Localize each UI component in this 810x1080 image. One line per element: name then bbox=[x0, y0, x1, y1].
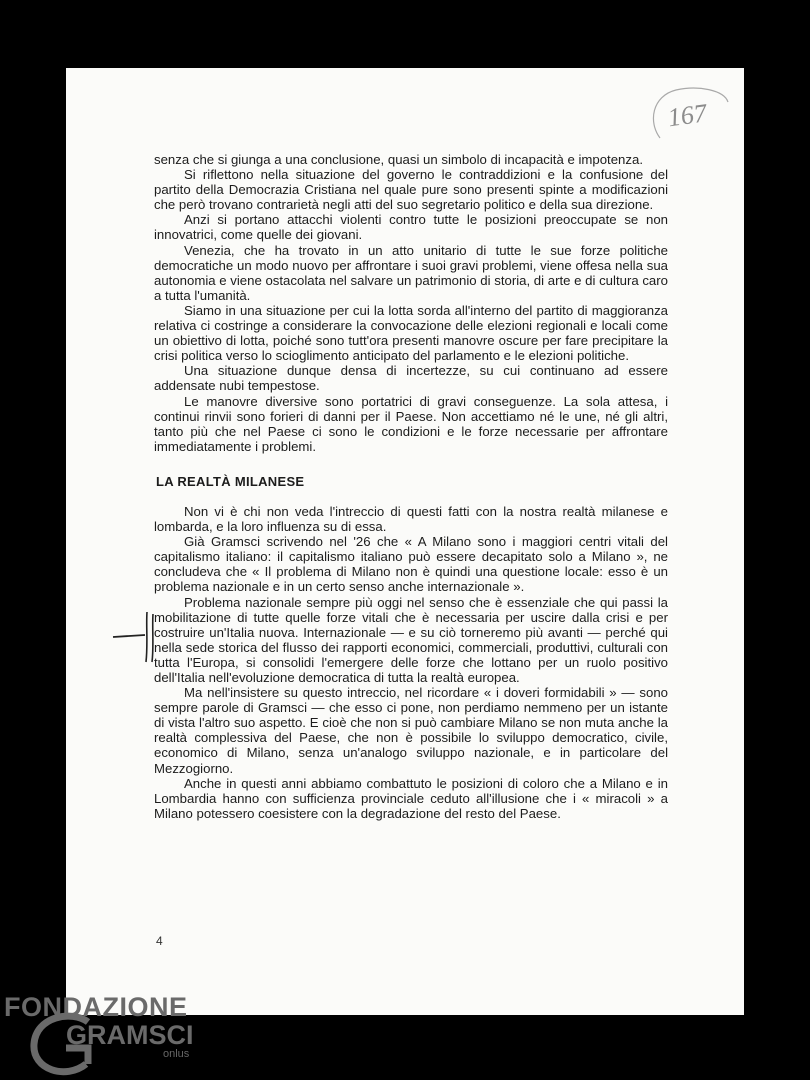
document-page bbox=[66, 68, 744, 1015]
paragraph: Le manovre diversive sono portatrici di gravi conseguenze. La sola attesa, i continui rinvii sono forieri di danni per il Paese. Non accettiamo né le une, né gli altri, tanto più che nel Paese ci sono le condizioni e le forze necessarie per affrontare immediatamente i problemi. bbox=[154, 393, 668, 454]
section-heading: LA REALTÀ MILANESE bbox=[156, 473, 305, 489]
paragraph: Si riflettono nella situazione del governo le contraddizioni e la confusione del partito della Democrazia Cristiana nel quale pure sono presenti spinte a modificazioni che però trovano contrarietà negli atti del suo segretario politico e della sua direzione. bbox=[154, 167, 668, 213]
handwritten-margin-mark bbox=[111, 604, 161, 669]
paragraph: Venezia, che ha trovato in un atto unitario di tutte le sue forze politiche democratiche un modo nuovo per affrontare i suoi gravi problemi, viene offesa nella sua autonomia e viene ostacolata nel salvare un patrimonio di storia, di arte e di cultura caro a tutta l'umanità. bbox=[154, 242, 668, 303]
fondazione-gramsci-watermark bbox=[0, 990, 220, 1080]
watermark-line-3: onlus bbox=[163, 1048, 190, 1060]
watermark-line-2: GRAMSCI bbox=[66, 1020, 194, 1050]
paragraph: Una situazione dunque densa di incertezze, su cui continuano ad essere addensate nubi tempestose. bbox=[154, 363, 668, 394]
document-body bbox=[154, 152, 668, 821]
watermark-line-1: FONDAZIONE bbox=[4, 992, 188, 1022]
paragraph: Già Gramsci scrivendo nel '26 che « A Milano sono i maggiori centri vitali del capitalismo italiano: il capitalismo italiano può essere decapitato solo a Milano », ne concludeva che « Il problema di Milano non è quindi una questione locale: esso è un problema nazionale e in un certo senso anche internazionale ». bbox=[154, 534, 668, 595]
svg-text:167: 167 bbox=[665, 98, 709, 133]
paragraph: Anche in questi anni abbiamo combattuto le posizioni di coloro che a Milano e in Lombardia hanno con sufficienza provinciale ceduto all'illusione che i « miracoli » a Milano potessero coesistere con la degradazione del resto del Paese. bbox=[154, 775, 668, 821]
paragraph: Non vi è chi non veda l'intreccio di questi fatti con la nostra realtà milanese e lombarda, e la loro influenza su di essa. bbox=[154, 503, 668, 535]
paragraph: Anzi si portano attacchi violenti contro tutte le posizioni preoccupate se non innovatrici, come quelle dei giovani. bbox=[154, 212, 668, 243]
paragraph: Problema nazionale sempre più oggi nel senso che è essenziale che qui passi la mobilitazione di tutte quelle forze vitali che è necessaria per uscire dalla crisi e per costruire un'Italia nuova. Internazionale — e su ciò torneremo più avanti — perché qui nella sede storica del flusso dei rapporti economici, commerciali, produttivi, culturali con tutta l'Europa, si consolidi l'emergere delle forze che lottano per un ruolo positivo dell'Italia nell'evoluzione democratica di tutta la realtà europea. bbox=[154, 594, 668, 685]
paragraph: Ma nell'insistere su questo intreccio, nel ricordare « i doveri formidabili » — sono sempre parole di Gramsci — che esso ci pone, non perdiamo nemmeno per un istante di vista l'altro suo aspetto. E cioè che non si può cambiare Milano se non muta anche la realtà complessiva del Paese, che non è possibile lo sviluppo democratico, civile, economico di Milano, senza un'analogo sviluppo nazionale, e in particolare del Mezzogiorno. bbox=[154, 685, 668, 776]
page-number: 4 bbox=[156, 934, 163, 948]
paragraph: Siamo in una situazione per cui la lotta sorda all'interno del partito di maggioranza relativa ci costringe a considerare la convocazione delle elezioni regionali e locali come un obiettivo di lotta, poiché sono tutt'ora presenti manovre oscure per fare precipitare la crisi politica verso lo scioglimento anticipato del parlamento e le elezioni politiche. bbox=[154, 302, 668, 364]
archive-stamp bbox=[646, 82, 736, 157]
paragraph: senza che si giunga a una conclusione, quasi un simbolo di incapacità e impotenza. bbox=[154, 152, 643, 167]
